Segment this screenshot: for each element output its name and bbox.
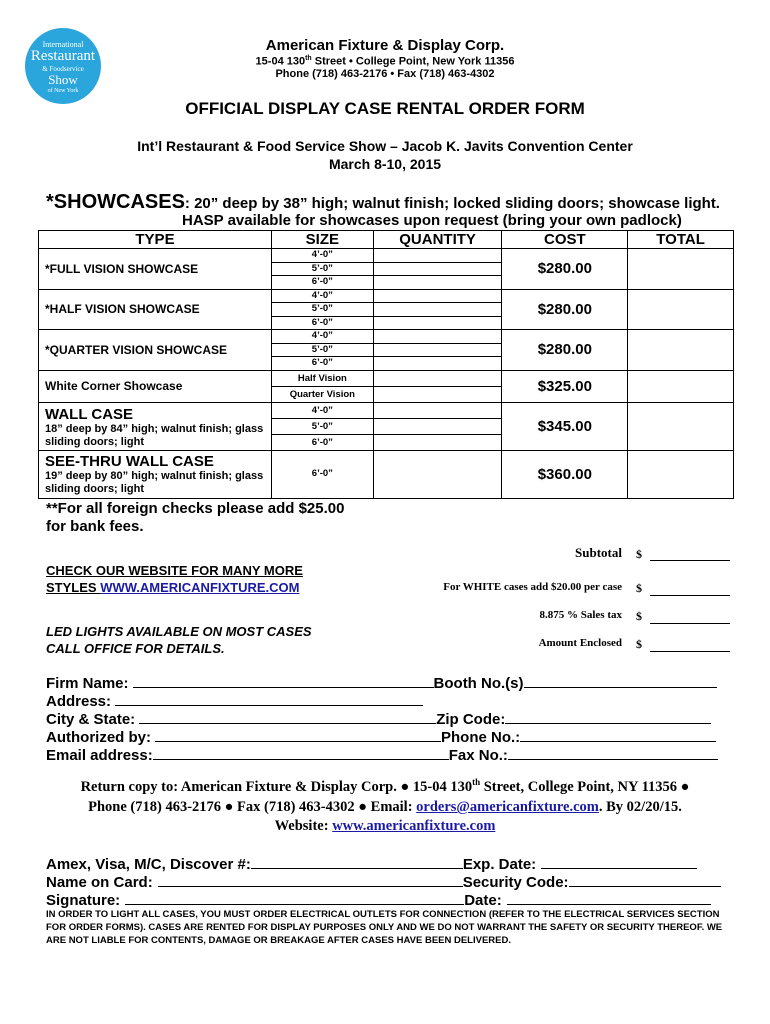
quantity-field[interactable]	[374, 290, 502, 304]
quantity-field[interactable]	[374, 344, 502, 358]
table-row	[39, 402, 734, 450]
authorized-by-field[interactable]	[155, 741, 441, 742]
authorized-by-row	[46, 729, 718, 747]
name-on-card-field[interactable]	[158, 886, 463, 887]
email-row	[46, 747, 718, 765]
event-dates: March 8-10, 2015	[328, 156, 442, 172]
city-state-row	[46, 711, 718, 729]
header-cost: COST	[502, 231, 628, 249]
card-number-row	[46, 856, 721, 874]
phone-no-field[interactable]	[520, 741, 716, 742]
total-field[interactable]	[628, 289, 734, 330]
return-line-2: Phone (718) 463-2176 ● Fax (718) 463-4302 ● Email: orders@americanfixture.com. By 02/20/15.	[88, 799, 682, 815]
table-row	[39, 370, 734, 402]
date-label: Date:	[464, 892, 502, 909]
logo-line: International	[42, 40, 84, 49]
quantity-field[interactable]	[374, 330, 502, 344]
size-option: 5’-0”	[272, 419, 373, 435]
size-option: 4’-0”	[272, 403, 373, 419]
size-option: 4’-0”	[272, 249, 373, 263]
zip-code-field[interactable]	[505, 723, 711, 724]
subtotal-field[interactable]	[650, 560, 730, 561]
size-option: Quarter Vision	[289, 388, 355, 400]
exp-date-field[interactable]	[541, 868, 697, 869]
header-quantity: QUANTITY	[373, 231, 502, 249]
size-option: 5’-0”	[272, 263, 373, 277]
firm-name-label: Firm Name:	[46, 675, 129, 692]
phone-no-label: Phone No.:	[441, 729, 521, 746]
table-row	[39, 330, 734, 371]
authorized-by-label: Authorized by:	[46, 729, 151, 746]
website-link[interactable]: WWW.AMERICANFIXTURE.COM	[100, 580, 300, 595]
booth-no-label: Booth No.(s)	[433, 675, 524, 692]
payment-fields	[46, 856, 721, 910]
row-type: *HALF VISION SHOWCASE	[39, 289, 272, 330]
address-field[interactable]	[115, 705, 423, 706]
email-link[interactable]: orders@americanfixture.com	[416, 799, 599, 815]
row-cost: $280.00	[502, 289, 628, 330]
address-row	[46, 693, 718, 711]
contact-fields	[46, 675, 718, 765]
fax-no-label: Fax No.:	[448, 747, 508, 764]
row-type: WALL CASE	[45, 405, 134, 423]
quantity-field[interactable]	[373, 450, 502, 498]
size-options	[271, 450, 373, 498]
form-title: OFFICIAL DISPLAY CASE RENTAL ORDER FORM	[185, 99, 585, 118]
quantity-field[interactable]	[374, 357, 502, 370]
size-option: 5’-0”	[272, 344, 373, 358]
quantity-field[interactable]	[374, 403, 502, 419]
subtotal-label: Subtotal	[575, 545, 622, 560]
row-type-cell	[39, 450, 272, 498]
sales-tax-field[interactable]	[650, 623, 730, 624]
address-label: Address:	[46, 693, 112, 710]
quantity-field[interactable]	[374, 435, 502, 450]
booth-no-field[interactable]	[524, 687, 717, 688]
quantity-cells	[373, 370, 502, 402]
quantity-field[interactable]	[374, 303, 502, 317]
return-line-1: Return copy to: American Fixture & Display Corp. ● 15-04 130th Street, College Point, NY 11356 ●	[80, 777, 690, 795]
amount-enclosed-currency: $	[636, 637, 642, 651]
row-type: *FULL VISION SHOWCASE	[39, 249, 272, 290]
exp-date-label: Exp. Date:	[462, 856, 537, 873]
card-number-label: Amex, Visa, M/C, Discover #:	[46, 856, 251, 873]
logo-line: of New York	[47, 88, 79, 94]
quantity-field[interactable]	[374, 263, 502, 277]
subtotal-currency: $	[636, 547, 642, 561]
size-options	[271, 370, 373, 402]
row-type: SEE-THRU WALL CASE	[45, 452, 214, 470]
firm-name-row	[46, 675, 718, 693]
row-cost: $360.00	[502, 450, 628, 498]
email-label: Email address:	[46, 747, 153, 764]
total-field[interactable]	[628, 249, 734, 290]
row-cost: $280.00	[502, 330, 628, 371]
table-row	[39, 450, 734, 498]
company-phone-fax: Phone (718) 463-2176 • Fax (718) 463-4302	[275, 68, 495, 80]
quantity-field[interactable]	[374, 276, 502, 289]
logo-line: Restaurant	[30, 48, 96, 64]
white-cases-field[interactable]	[650, 595, 730, 596]
size-option: 6’-0”	[311, 436, 333, 448]
sales-tax-label: 8.875 % Sales tax	[539, 609, 622, 621]
total-field[interactable]	[628, 370, 734, 402]
size-options	[271, 330, 373, 371]
size-option: 4’-0”	[272, 330, 373, 344]
security-code-label: Security Code:	[462, 874, 569, 891]
size-options	[271, 249, 373, 290]
table-row	[39, 289, 734, 330]
city-state-label: City & State:	[46, 711, 136, 728]
date-field[interactable]	[507, 904, 711, 905]
size-options	[271, 402, 373, 450]
disclaimer: IN ORDER TO LIGHT ALL CASES, YOU MUST ORDER ELECTRICAL OUTLETS FOR CONNECTION (REFER TO THE ELECTRICAL SERVICES SECTION FOR ORDER FORMS). CASES ARE RENTED FOR DISPLAY PURPOSES ONLY AND WE DO NOT WARRANT THE SAFETY OR SECURITY THEREOF. WE ARE NOT LIABLE FOR CONTENTS, DAMAGE OR BREAKAGE AFTER CASES HAVE BEEN DELIVERED.	[46, 909, 723, 946]
quantity-field[interactable]	[374, 387, 502, 402]
total-field[interactable]	[628, 402, 734, 450]
amount-enclosed-label: Amount Enclosed	[538, 637, 622, 649]
sales-tax-currency: $	[636, 609, 642, 623]
quantity-cells	[373, 249, 502, 290]
name-on-card-row	[46, 874, 721, 892]
size-option: 4’-0”	[272, 290, 373, 304]
company-name: American Fixture & Display Corp.	[265, 37, 505, 54]
signature-field[interactable]	[125, 904, 464, 905]
security-code-field[interactable]	[569, 886, 721, 887]
size-option: 6’-0”	[311, 357, 333, 368]
quantity-field[interactable]	[374, 371, 502, 387]
row-cost: $345.00	[502, 402, 628, 450]
size-option: 6’-0”	[311, 276, 333, 287]
row-description: 18” deep by 84” high; walnut finish; glass sliding doors; light	[45, 422, 264, 448]
amount-enclosed-field[interactable]	[650, 651, 730, 652]
row-description: 19” deep by 80” high; walnut finish; glass sliding doors; light	[45, 469, 264, 495]
header-total: TOTAL	[628, 231, 734, 249]
white-cases-currency: $	[636, 581, 642, 595]
logo-line: Show	[48, 72, 78, 87]
row-cost: $280.00	[502, 249, 628, 290]
total-field[interactable]	[628, 330, 734, 371]
firm-name-field[interactable]	[133, 687, 434, 688]
city-state-field[interactable]	[139, 723, 436, 724]
fax-no-field[interactable]	[508, 759, 718, 760]
quantity-cells	[373, 330, 502, 371]
card-number-field[interactable]	[251, 868, 463, 869]
size-option: 5’-0”	[272, 303, 373, 317]
quantity-cells	[373, 289, 502, 330]
size-option: Half Vision	[272, 371, 373, 387]
logo-line: & Foodservice	[42, 65, 84, 73]
foreign-checks-note: **For all foreign checks please add $25.00 for bank fees.	[46, 500, 345, 535]
led-note: LED LIGHTS AVAILABLE ON MOST CASES CALL OFFICE FOR DETAILS.	[46, 624, 312, 656]
size-option: 6’-0”	[311, 316, 333, 328]
email-field[interactable]	[153, 759, 449, 760]
quantity-field[interactable]	[374, 249, 502, 263]
size-option: 6’-0”	[311, 467, 333, 479]
row-type-cell	[39, 402, 272, 450]
size-options	[271, 289, 373, 330]
name-on-card-label: Name on Card:	[46, 874, 153, 891]
header-type: TYPE	[39, 231, 272, 249]
white-cases-label: For WHITE cases add $20.00 per case	[443, 581, 622, 593]
total-field[interactable]	[628, 450, 734, 498]
quantity-cells	[373, 402, 502, 450]
rental-table	[38, 230, 734, 499]
zip-code-label: Zip Code:	[436, 711, 506, 728]
row-cost: $325.00	[502, 370, 628, 402]
quantity-field[interactable]	[374, 419, 502, 435]
table-row	[39, 249, 734, 290]
signature-label: Signature:	[46, 892, 121, 909]
hasp-note: HASP available for showcases upon request (bring your own padlock)	[182, 212, 682, 229]
quantity-field[interactable]	[374, 317, 502, 330]
row-type: *QUARTER VISION SHOWCASE	[39, 330, 272, 371]
company-address: 15-04 130th Street • College Point, New York 11356	[255, 55, 515, 68]
row-type: White Corner Showcase	[39, 370, 272, 402]
event-name: Int’l Restaurant & Food Service Show – Jacob K. Javits Convention Center	[137, 138, 633, 154]
return-website: Website: www.americanfixture.com	[274, 818, 496, 834]
table-header-row	[39, 231, 734, 249]
website-note: CHECK OUR WEBSITE FOR MANY MORE STYLES WWW.AMERICANFIXTURE.COM	[46, 563, 303, 595]
header-size: SIZE	[271, 231, 373, 249]
website-link-footer[interactable]: www.americanfixture.com	[332, 818, 496, 834]
showcases-description: *SHOWCASES: 20” deep by 38” high; walnut finish; locked sliding doors; showcase light.	[46, 191, 720, 213]
